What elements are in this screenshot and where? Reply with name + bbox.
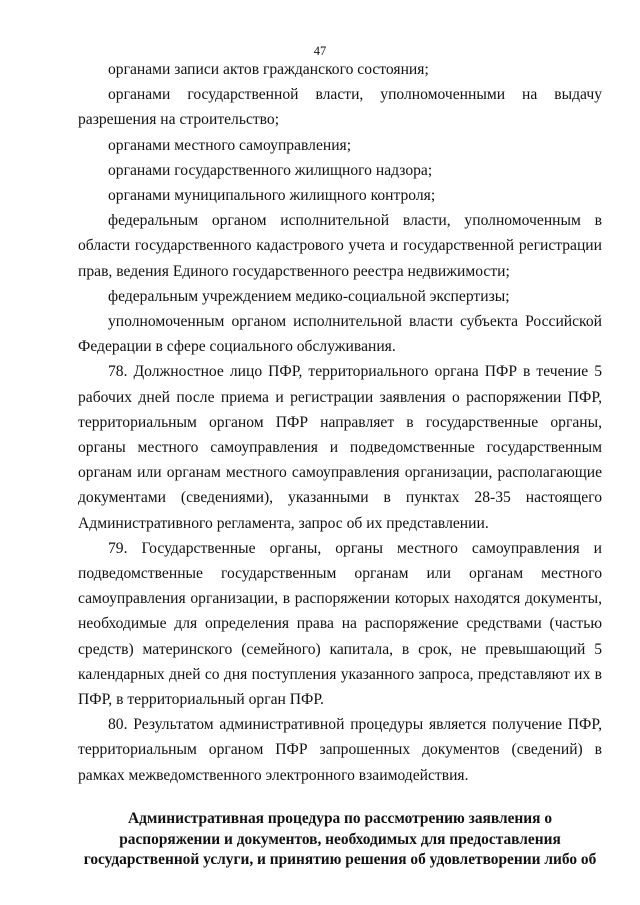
paragraph-municipal-housing-control: органами муниципального жилищного контроля; <box>108 187 436 205</box>
heading-line-1: Административная процедура по рассмотрению заявления о <box>127 810 553 827</box>
paragraph-civil-registry: органами записи актов гражданского состояния; <box>108 61 429 78</box>
paragraph-state-authorities: органами государственной власти, уполномоченными на выдачу разрешения на строительство; <box>78 86 602 129</box>
document-body <box>78 57 602 788</box>
paragraph-local-government: органами местного самоуправления; <box>108 136 352 154</box>
paragraph-80: 80. Результатом административной процедуры является получение ПФР, территориальным органом ПФР запрошенных документов (сведений) в рамках межведомственного электронного взаимодействия. <box>78 716 602 784</box>
paragraph-79: 79. Государственные органы, органы местного самоуправления и подведомственные государственным органам или органам местного самоуправления организации, в распоряжении которых находятся документы, необходимые для определения права на распоряжение средствами (частью средств) материнского (семейного) капитала, в срок, не превышающий 5 календарных дней со дня поступления указанного запроса, представляют их в ПФР, в территориальный орган ПФР. <box>78 539 602 709</box>
page-number: 47 <box>313 44 327 58</box>
paragraph-social-services: уполномоченным органом исполнительной власти субъекта Российской Федерации в сфере социального обслуживания. <box>78 313 602 356</box>
paragraph-federal-cadastre: федеральным органом исполнительной власти, уполномоченным в области государственного кадастрового учета и государственной регистрации прав, ведения Единого государственного реестра недвижимости; <box>78 212 602 280</box>
section-heading <box>70 809 610 871</box>
paragraph-housing-supervision: органами государственного жилищного надзора; <box>108 161 433 179</box>
heading-line-3: государственной услуги, и принятию решения об удовлетворении либо об <box>83 851 597 868</box>
heading-line-2: распоряжении и документов, необходимых для предоставления <box>119 830 561 848</box>
paragraph-78: 78. Должностное лицо ПФР, территориального органа ПФР в течение 5 рабочих дней после приема и регистрации заявления о распоряжении ПФР, территориальным органом ПФР направляет в государственные органы, органы местного самоуправления и подведомственные государственным органам или органам местного самоуправления организации, располагающие документами (сведениями), указанными в пунктах 28-35 настоящего Административного регламента, запрос об их представлении. <box>78 363 602 532</box>
paragraph-medical-social-expertise: федеральным учреждением медико-социальной экспертизы; <box>108 287 510 305</box>
